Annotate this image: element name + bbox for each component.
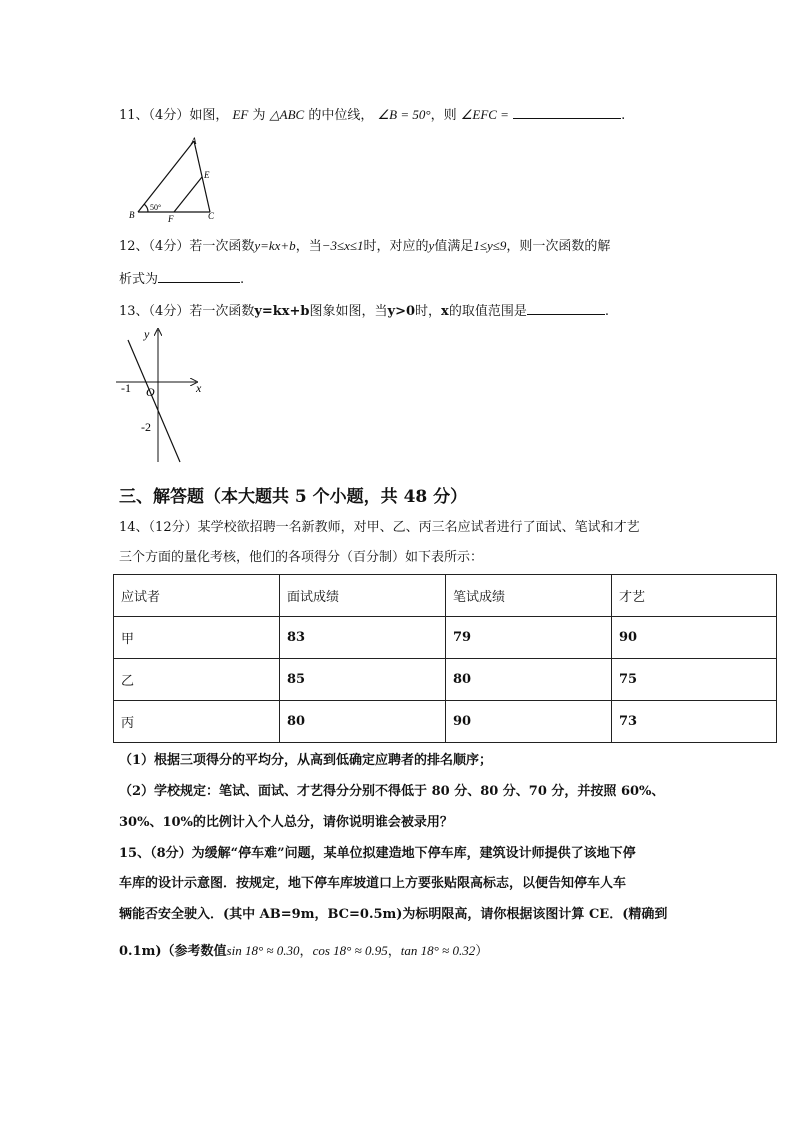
table-row: [114, 701, 777, 743]
table-cell: 丙: [114, 701, 280, 743]
q12-text-a: 12、（4分）若一次函数: [119, 239, 255, 254]
q12-text-d: 值满足: [434, 239, 474, 254]
q11-mid1: 为: [248, 108, 266, 123]
q15-tan: tan 18° ≈ 0.32: [400, 943, 476, 958]
q13-end: .: [604, 304, 609, 319]
q12-answer-blank[interactable]: [158, 270, 240, 283]
q11-triangle: △ABC: [269, 107, 305, 122]
header-cell: 面试成绩: [280, 575, 446, 617]
table-cell: 79: [446, 617, 612, 659]
q11-angle-b: ∠B = 50°: [377, 107, 431, 122]
q15-sin: sin 18° ≈ 0.30: [226, 943, 300, 958]
q11-answer-blank[interactable]: [513, 106, 621, 119]
q15-line4-end: ）: [475, 944, 489, 959]
label-angle-50: 50°: [150, 203, 162, 212]
q13-text-d: 的取值范围是: [448, 304, 527, 319]
table-cell: 80: [280, 701, 446, 743]
function-line: [128, 340, 180, 462]
section-title: 三、解答题（本大题共 5 个小题，共 48 分）: [119, 487, 468, 507]
question-11: [119, 106, 625, 124]
q15-line3: 辆能否安全驶入．(其中 AB=9m，BC=0.5m)为标明限高，请你根据该图计算 CE．(精确到: [119, 907, 668, 922]
q15-line2: 车库的设计示意图．按规定，地下停车库坡道口上方要张贴限高标志，以便告知停车人车: [119, 876, 627, 891]
table-cell: 90: [446, 701, 612, 743]
q12-y-var: y: [428, 238, 435, 253]
header-cell: 才艺: [612, 575, 777, 617]
q14-line1: 14、（12分）某学校欲招聘一名新教师，对甲、乙、丙三名应试者进行了面试、笔试和才艺: [119, 520, 640, 535]
q12-cond-y: 1≤y≤9: [473, 238, 507, 253]
q12-text-e: ，则一次函数的解: [506, 239, 611, 254]
label-c: C: [208, 211, 215, 221]
q12-cond-x: −3≤x≤1: [321, 238, 364, 253]
angle-b-arc: [144, 204, 148, 212]
y-axis-label: y: [144, 327, 150, 341]
triangle-figure: [126, 132, 226, 224]
q15-line1: 15、（8分）为缓解“停车难”问题，某单位拟建造地下停车库，建筑设计师提供了该地下停: [119, 846, 636, 861]
q11-end: .: [621, 108, 626, 123]
q11-ef: EF: [232, 107, 249, 122]
side-ab: [138, 141, 194, 212]
q13-x-var: x: [441, 304, 449, 319]
table-row: [114, 617, 777, 659]
label-b: B: [129, 210, 135, 220]
origin-label: O: [146, 385, 155, 399]
q13-func: y=kx+b: [254, 304, 310, 319]
q13-text-b: 图象如图，当: [309, 304, 388, 319]
q14-sub1: （1）根据三项得分的平均分，从高到低确定应聘者的排名顺序；: [119, 753, 493, 768]
linear-graph: [116, 326, 216, 468]
q11-prefix: 11、（4分）如图，: [119, 108, 229, 123]
q13-text-a: 13、（4分）若一次函数: [119, 304, 255, 319]
q15-line4-prefix: 0.1m)（参考数值: [119, 944, 227, 959]
midline-ef: [174, 177, 202, 212]
x-axis-label: x: [196, 381, 202, 395]
q15-sep1: ，: [299, 944, 313, 959]
y-intercept-label: -2: [141, 420, 151, 434]
q14-line2: 三个方面的量化考核，他们的各项得分（百分制）如下表所示：: [119, 550, 484, 565]
table-row: [114, 659, 777, 701]
label-e: E: [204, 170, 210, 180]
table-cell: 83: [280, 617, 446, 659]
label-a: A: [191, 136, 197, 146]
table-cell: 73: [612, 701, 777, 743]
q11-mid3: ，则: [430, 108, 457, 123]
table-cell: 乙: [114, 659, 280, 701]
q12-text-c: 时，对应的: [363, 239, 429, 254]
table-cell: 80: [446, 659, 612, 701]
table-header-row: [114, 575, 777, 617]
q13-cond: y>0: [387, 304, 416, 319]
question-12-line1: [119, 238, 610, 255]
table-cell: 85: [280, 659, 446, 701]
q12-line2-a: 析式为: [119, 272, 159, 287]
label-f: F: [168, 214, 174, 224]
question-13: [119, 302, 609, 320]
header-cell: 笔试成绩: [446, 575, 612, 617]
table-cell: 90: [612, 617, 777, 659]
x-intercept-label: -1: [121, 381, 131, 395]
question-12-line2: [119, 270, 244, 288]
table-cell: 75: [612, 659, 777, 701]
q14-sub2-line2: 30%、10%的比例计入个人总分，请你说明谁会被录用？: [119, 815, 453, 830]
q15-sep2: ，: [387, 944, 401, 959]
q13-text-c: 时，: [415, 304, 442, 319]
header-cell: 应试者: [114, 575, 280, 617]
score-table: [113, 574, 777, 743]
table-cell: 甲: [114, 617, 280, 659]
q11-mid2: 的中位线，: [304, 108, 374, 123]
q12-text-b: ，当: [295, 239, 322, 254]
q11-angle-efc: ∠EFC =: [460, 107, 509, 122]
q12-func: y=kx+b: [254, 238, 296, 253]
q15-cos: cos 18° ≈ 0.95: [312, 943, 388, 958]
q12-end: .: [240, 272, 245, 287]
q15-line4: [119, 943, 488, 960]
q14-sub2-line1: （2）学校规定：笔试、面试、才艺得分分别不得低于 80 分、80 分、70 分，并按照 60%、: [119, 784, 665, 799]
q13-answer-blank[interactable]: [527, 302, 605, 315]
